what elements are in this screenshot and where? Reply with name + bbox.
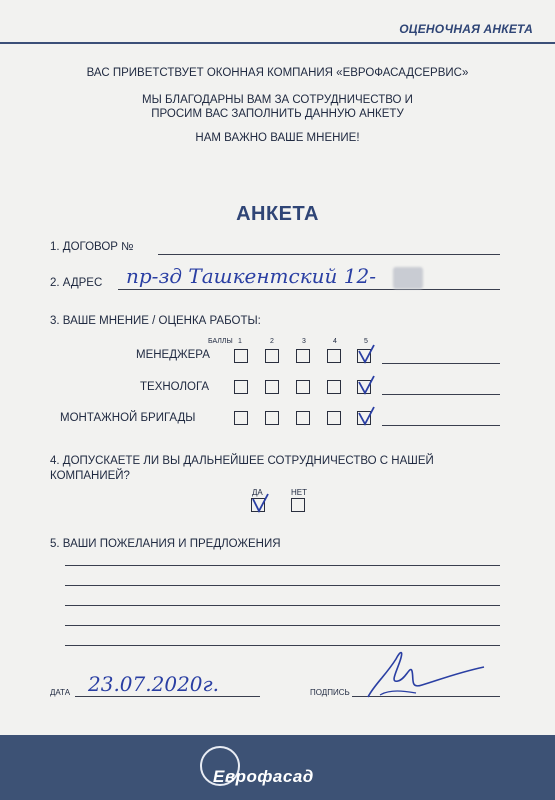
manager-score-1[interactable]: [234, 349, 248, 363]
manager-score-5[interactable]: [357, 349, 371, 363]
suggestions-label: 5. ВАШИ ПОЖЕЛАНИЯ И ПРЕДЛОЖЕНИЯ: [50, 538, 281, 550]
rating-row-manager-label: МЕНЕДЖЕРА: [136, 349, 210, 361]
check-mark-icon: [357, 406, 377, 426]
manager-score-4[interactable]: [327, 349, 341, 363]
crew-score-5[interactable]: [357, 411, 371, 425]
crew-score-1[interactable]: [234, 411, 248, 425]
check-mark-icon: [251, 493, 271, 513]
yes-label: ДА: [252, 488, 263, 497]
technologist-score-1[interactable]: [234, 380, 248, 394]
technologist-score-5[interactable]: [357, 380, 371, 394]
no-label: НЕТ: [291, 488, 307, 497]
technologist-score-3[interactable]: [296, 380, 310, 394]
crew-score-3[interactable]: [296, 411, 310, 425]
technologist-score-2[interactable]: [265, 380, 279, 394]
date-label: ДАТА: [50, 688, 71, 697]
intro-thanks-line2: ПРОСИМ ВАС ЗАПОЛНИТЬ ДАННУЮ АНКЕТУ: [151, 108, 404, 120]
scale-2: 2: [270, 338, 274, 345]
form-title: ОЦЕНОЧНАЯ АНКЕТА: [399, 22, 533, 36]
intro-greeting: ВАС ПРИВЕТСТВУЕТ ОКОННАЯ КОМПАНИЯ «ЕВРОФАСАДСЕРВИС»: [86, 67, 469, 79]
technologist-score-4[interactable]: [327, 380, 341, 394]
intro-thanks: [0, 93, 555, 121]
manager-comment-field[interactable]: [382, 363, 500, 364]
intro-opinion: НАМ ВАЖНО ВАШЕ МНЕНИЕ!: [195, 132, 360, 144]
date-field[interactable]: [75, 696, 260, 697]
contract-label: 1. ДОГОВОР №: [50, 241, 134, 253]
cooperation-question-line2: КОМПАНИЕЙ?: [50, 470, 130, 482]
suggestions-line-2[interactable]: [65, 585, 500, 586]
address-label: 2. АДРЕС: [50, 277, 103, 289]
date-handwritten: 23.07.2020г.: [88, 672, 219, 696]
crew-score-4[interactable]: [327, 411, 341, 425]
check-mark-icon: [357, 375, 377, 395]
suggestions-line-3[interactable]: [65, 605, 500, 606]
contract-field[interactable]: [158, 254, 500, 255]
intro-thanks-line1: МЫ БЛАГОДАРНЫ ВАМ ЗА СОТРУДНИЧЕСТВО И: [142, 94, 413, 106]
technologist-comment-field[interactable]: [382, 394, 500, 395]
manager-score-2[interactable]: [265, 349, 279, 363]
address-handwritten: пр-зд Ташкентский 12-: [126, 264, 376, 288]
scale-5: 5: [364, 338, 368, 345]
rating-label: 3. ВАШЕ МНЕНИЕ / ОЦЕНКА РАБОТЫ:: [50, 315, 261, 327]
address-field[interactable]: [118, 289, 500, 290]
rating-row-technologist-label: ТЕХНОЛОГА: [140, 381, 210, 393]
suggestions-line-4[interactable]: [65, 625, 500, 626]
scale-4: 4: [333, 338, 337, 345]
scale-3: 3: [302, 338, 306, 345]
scale-1: 1: [238, 338, 242, 345]
cooperation-yes-checkbox[interactable]: [251, 498, 265, 512]
crew-score-2[interactable]: [265, 411, 279, 425]
signature-icon: [360, 645, 490, 705]
logo-text: Еврофасад: [213, 767, 314, 786]
check-mark-icon: [357, 344, 377, 364]
header-rule: [0, 42, 555, 44]
cooperation-no-checkbox[interactable]: [291, 498, 305, 512]
page-title: АНКЕТА: [236, 203, 319, 225]
rating-row-crew-label: МОНТАЖНОЙ БРИГАДЫ: [60, 412, 196, 424]
signature-label: ПОДПИСЬ: [310, 688, 350, 697]
scale-label: БАЛЛЫ: [208, 338, 233, 345]
crew-comment-field[interactable]: [382, 425, 500, 426]
manager-score-3[interactable]: [296, 349, 310, 363]
redacted-area: [393, 267, 423, 289]
cooperation-question-line1: 4. ДОПУСКАЕТЕ ЛИ ВЫ ДАЛЬНЕЙШЕЕ СОТРУДНИЧЕСТВО С НАШЕЙ: [50, 455, 434, 467]
suggestions-line-1[interactable]: [65, 565, 500, 566]
